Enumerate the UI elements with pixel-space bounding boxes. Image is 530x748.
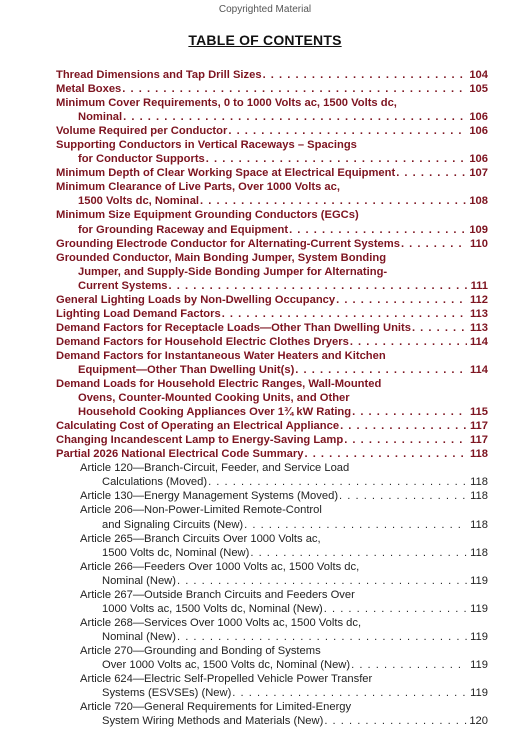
toc-entry-text: Demand Factors for Household Electric Clothes Dryers (56, 335, 349, 348)
toc-entry-text: System Wiring Methods and Materials (New) (102, 715, 324, 728)
toc-subentry (56, 602, 488, 616)
page-number: 119 (470, 602, 488, 615)
dot-leader (177, 574, 467, 588)
page-number: 117 (469, 420, 488, 433)
toc-entry-text: Supporting Conductors in Vertical Raceways – Spacings (56, 139, 357, 152)
toc-entry (56, 293, 488, 307)
toc-entry (56, 391, 488, 405)
toc-subentry (56, 461, 488, 475)
page-number: 114 (469, 335, 488, 348)
page-number: 117 (469, 434, 488, 447)
toc-entry (56, 447, 488, 461)
page-number: 119 (470, 630, 488, 643)
page-number: 118 (470, 518, 488, 531)
toc-subentry (56, 588, 488, 602)
toc-entry-text: Nominal (New) (102, 574, 176, 587)
toc-entry (56, 68, 488, 82)
dot-leader (396, 166, 467, 180)
page-number: 106 (469, 153, 488, 166)
toc-entry-text: Equipment—Other Than Dwelling Unit(s) (78, 363, 295, 376)
toc-entry (56, 419, 488, 433)
toc-entry-text: Calculations (Moved) (102, 476, 208, 489)
dot-leader (263, 68, 467, 82)
toc-entry (56, 363, 488, 377)
dot-leader (352, 405, 467, 419)
toc-entry (56, 152, 488, 166)
toc-entry-text: Jumper, and Supply-Side Bonding Jumper for Alternating- (78, 265, 388, 278)
dot-leader (324, 714, 467, 728)
toc-entry (56, 405, 488, 419)
toc-subentry (56, 503, 488, 517)
toc-entry (56, 265, 488, 279)
page-number: 111 (470, 279, 488, 292)
page-number: 108 (469, 195, 488, 208)
table-of-contents-list (56, 68, 488, 728)
dot-leader (250, 546, 467, 560)
toc-entry-text: Minimum Clearance of Live Parts, Over 1000 Volts ac, (56, 181, 340, 194)
toc-entry-text: General Lighting Loads by Non-Dwelling Occupancy (56, 293, 336, 306)
dot-leader (289, 223, 467, 237)
page-number: 118 (470, 546, 488, 559)
toc-entry-text: Article 120—Branch-Circuit, Feeder, and Service Load (80, 462, 350, 475)
page-number: 107 (469, 167, 488, 180)
dot-leader (122, 82, 467, 96)
toc-subentry (56, 546, 488, 560)
toc-subentry (56, 574, 488, 588)
toc-entry (56, 110, 488, 124)
dot-leader (169, 279, 467, 293)
page-number: 109 (469, 223, 488, 236)
toc-subentry (56, 686, 488, 700)
toc-entry-text: Minimum Depth of Clear Working Space at Electrical Equipment (56, 167, 396, 180)
toc-entry-text: Article 270—Grounding and Bonding of Systems (80, 644, 321, 657)
dot-leader (324, 602, 467, 616)
toc-subentry (56, 700, 488, 714)
dot-leader (350, 335, 467, 349)
toc-subentry (56, 616, 488, 630)
toc-subentry (56, 560, 488, 574)
dot-leader (228, 124, 467, 138)
dot-leader (295, 363, 467, 377)
toc-entry (56, 180, 488, 194)
toc-subentry (56, 658, 488, 672)
toc-subentry (56, 489, 488, 503)
dot-leader (123, 110, 467, 124)
toc-subentry (56, 475, 488, 489)
toc-entry-text: Household Cooking Appliances Over 1¾ kW Rating (78, 406, 352, 419)
toc-entry (56, 307, 488, 321)
toc-entry-text: Grounded Conductor, Main Bonding Jumper, System Bonding (56, 251, 387, 264)
page-number: 113 (469, 307, 488, 320)
page-number: 115 (469, 406, 488, 419)
toc-entry-text: Demand Factors for Instantaneous Water Heaters and Kitchen (56, 349, 386, 362)
toc-subentry (56, 714, 488, 728)
toc-entry-text: Article 130—Energy Management Systems (Moved) (80, 490, 339, 503)
page-number: 110 (469, 237, 488, 250)
toc-entry-text: Article 268—Services Over 1000 Volts ac, 1500 Volts dc, (80, 616, 362, 629)
page-number: 120 (469, 715, 488, 728)
toc-entry-text: Minimum Size Equipment Grounding Conductors (EGCs) (56, 209, 359, 222)
page-number: 105 (469, 83, 488, 96)
toc-entry (56, 82, 488, 96)
toc-entry-text: 1000 Volts ac, 1500 Volts dc, Nominal (New) (102, 602, 323, 615)
toc-entry (56, 377, 488, 391)
toc-entry-text: Article 265—Branch Circuits Over 1000 Volts ac, (80, 532, 321, 545)
toc-entry-text: Partial 2026 National Electrical Code Summary (56, 448, 304, 461)
toc-entry-text: Changing Incandescent Lamp to Energy-Saving Lamp (56, 434, 344, 447)
toc-entry (56, 208, 488, 222)
toc-entry-text: Article 267—Outside Branch Circuits and Feeders Over (80, 588, 355, 601)
page-number: 106 (469, 125, 488, 138)
dot-leader (340, 419, 467, 433)
toc-entry-text: Volume Required per Conductor (56, 125, 228, 138)
toc-entry (56, 194, 488, 208)
toc-entry (56, 124, 488, 138)
toc-entry (56, 237, 488, 251)
dot-leader (344, 433, 467, 447)
page-number: 114 (469, 363, 488, 376)
toc-entry-text: Over 1000 Volts ac, 1500 Volts dc, Nominal (New) (102, 658, 351, 671)
copyright-watermark: Copyrighted Material (218, 4, 312, 15)
toc-entry-text: Article 624—Electric Self-Propelled Vehicle Power Transfer (80, 673, 373, 686)
toc-entry-text: Thread Dimensions and Tap Drill Sizes (56, 69, 262, 81)
toc-entry (56, 251, 488, 265)
toc-entry-text: Article 720—General Requirements for Limited-Energy (80, 701, 352, 714)
dot-leader (412, 321, 467, 335)
toc-subentry (56, 644, 488, 658)
toc-entry (56, 321, 488, 335)
toc-entry (56, 166, 488, 180)
dot-leader (206, 152, 467, 166)
dot-leader (222, 307, 467, 321)
toc-entry-text: for Conductor Supports (78, 153, 205, 166)
page-number: 119 (470, 574, 488, 587)
dot-leader (177, 630, 467, 644)
toc-entry-text: Grounding Electrode Conductor for Alternating-Current Systems (56, 237, 400, 250)
toc-entry-text: and Signaling Circuits (New) (102, 518, 244, 531)
page-number: 106 (469, 111, 488, 124)
dot-leader (232, 686, 467, 700)
page-number: 119 (470, 658, 488, 671)
toc-entry-text: Lighting Load Demand Factors (56, 307, 221, 320)
page-number: 118 (469, 448, 488, 461)
page-title: TABLE OF CONTENTS (188, 32, 342, 48)
toc-subentry (56, 672, 488, 686)
toc-entry (56, 96, 488, 110)
toc-entry-text: Current Systems (78, 279, 168, 292)
toc-entry-text: Article 206—Non-Power-Limited Remote-Control (80, 504, 322, 517)
toc-entry (56, 349, 488, 363)
dot-leader (200, 194, 467, 208)
dot-leader (339, 489, 467, 503)
page-number: 113 (469, 321, 488, 334)
toc-entry-text: Metal Boxes (56, 83, 122, 96)
toc-entry (56, 433, 488, 447)
toc-entry-text: Systems (ESVSEs) (New) (102, 687, 232, 700)
page-number: 119 (470, 687, 488, 700)
toc-entry (56, 335, 488, 349)
toc-subentry (56, 630, 488, 644)
toc-entry-text: Demand Factors for Receptacle Loads—Other Than Dwelling Units (56, 321, 411, 334)
toc-entry-text: Nominal (New) (102, 630, 176, 643)
toc-entry-text: Nominal (78, 111, 123, 124)
toc-entry-text: Calculating Cost of Operating an Electrical Appliance (56, 420, 340, 433)
toc-entry-text: 1500 Volts dc, Nominal (78, 195, 200, 208)
toc-entry (56, 138, 488, 152)
toc-entry-text: Ovens, Counter-Mounted Cooking Units, and Other (78, 392, 350, 405)
page-number: 104 (469, 69, 488, 81)
toc-subentry (56, 518, 488, 532)
page-number: 112 (469, 293, 488, 306)
toc-entry-text: 1500 Volts dc, Nominal (New) (102, 546, 250, 559)
toc-subentry (56, 532, 488, 546)
toc-entry (56, 279, 488, 293)
toc-entry-text: Minimum Cover Requirements, 0 to 1000 Volts ac, 1500 Volts dc, (56, 97, 397, 110)
page-number: 118 (470, 476, 488, 489)
dot-leader (351, 658, 467, 672)
dot-leader (336, 293, 467, 307)
toc-entry-text: Article 266—Feeders Over 1000 Volts ac, 1500 Volts dc, (80, 560, 360, 573)
page-number: 118 (470, 490, 488, 503)
toc-entry-text: for Grounding Raceway and Equipment (78, 223, 289, 236)
dot-leader (244, 518, 467, 532)
toc-entry (56, 223, 488, 237)
toc-entry-text: Demand Loads for Household Electric Ranges, Wall-Mounted (56, 378, 382, 391)
dot-leader (401, 237, 467, 251)
dot-leader (208, 475, 467, 489)
dot-leader (304, 447, 467, 461)
